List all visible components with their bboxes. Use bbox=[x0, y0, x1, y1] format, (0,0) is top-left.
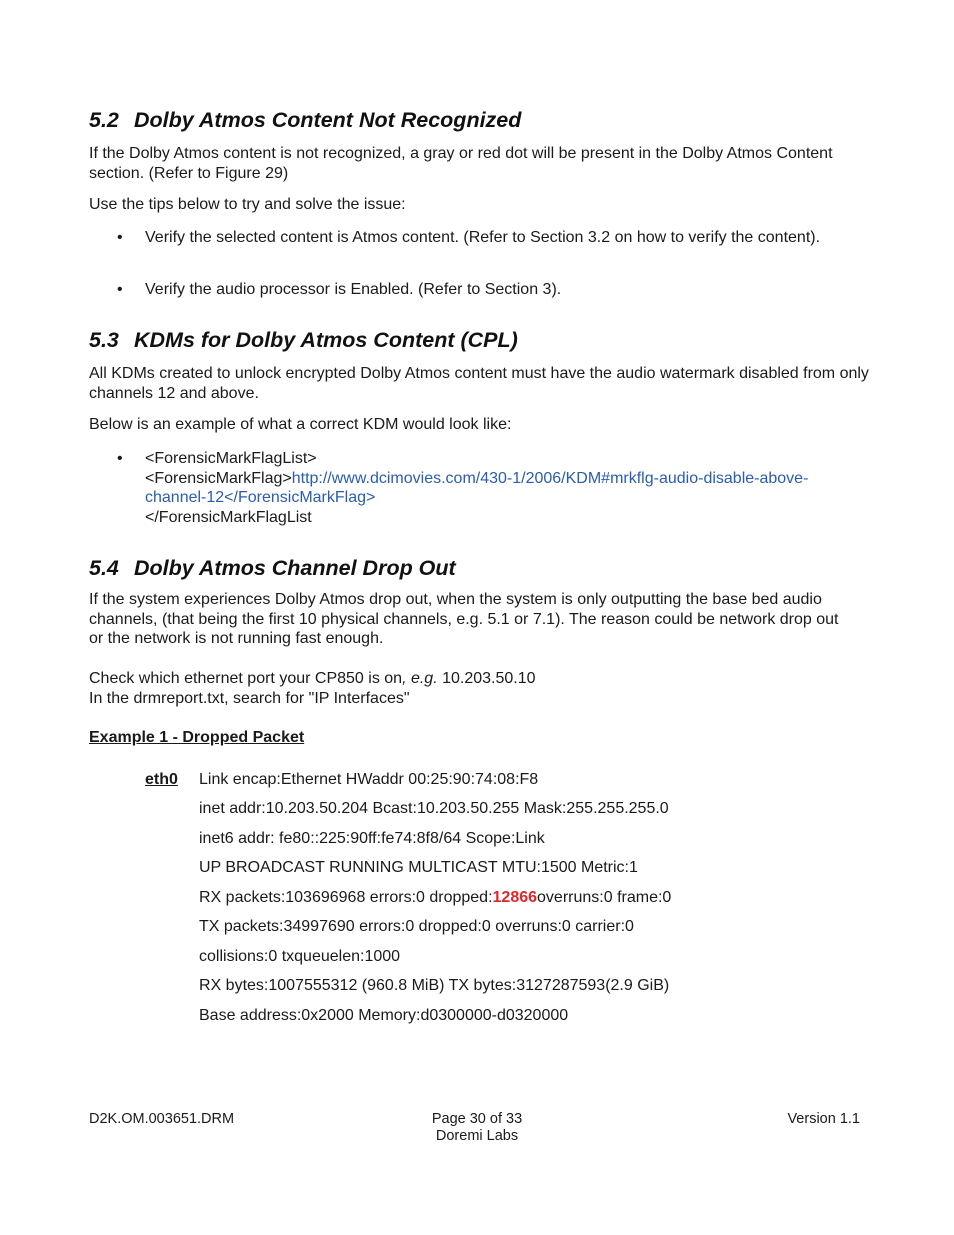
ifconfig-line: collisions:0 txqueuelen:1000 bbox=[199, 948, 401, 965]
paragraph: If the system experiences Dolby Atmos drop out, when the system is only outputting the base bed audio channels, (that being the first 10 physical channels, e.g. 5.1 or 7.1). The reason could be network drop out or the network is not running fast enough. bbox=[89, 591, 839, 647]
heading-number: 5.3 bbox=[89, 328, 119, 352]
heading-title: KDMs for Dolby Atmos Content (CPL) bbox=[134, 328, 518, 352]
heading-title: Dolby Atmos Content Not Recognized bbox=[134, 108, 522, 132]
kdm-example bbox=[145, 449, 860, 527]
ifconfig-line: Link encap:Ethernet HWaddr 00:25:90:74:08:F8 bbox=[199, 771, 539, 788]
example-title bbox=[89, 728, 869, 748]
text: RX packets:103696968 errors:0 dropped: bbox=[199, 889, 493, 906]
footer-version: Version 1.1 bbox=[787, 1111, 860, 1127]
heading-number: 5.2 bbox=[89, 108, 119, 132]
footer-center bbox=[377, 1111, 577, 1145]
code-tag: <ForensicMarkFlag> bbox=[145, 469, 292, 487]
list-item: Verify the audio processor is Enabled. (Refer to Section 3). bbox=[145, 281, 562, 298]
text: Check which ethernet port your CP850 is on bbox=[89, 670, 403, 687]
text: In the drmreport.txt, search for "IP Interfaces" bbox=[89, 689, 410, 707]
text: overruns:0 frame:0 bbox=[537, 889, 672, 906]
paragraph: All KDMs created to unlock encrypted Dolby Atmos content must have the audio watermark disabled from only channels 12 and above. bbox=[89, 365, 869, 402]
heading-5-3 bbox=[89, 327, 518, 353]
interface-name: eth0 bbox=[145, 771, 178, 788]
code-line: </ForensicMarkFlagList bbox=[145, 508, 312, 526]
ifconfig-line: RX bytes:1007555312 (960.8 MiB) TX bytes:3127287593(2.9 GiB) bbox=[199, 977, 670, 994]
heading-5-2 bbox=[89, 107, 521, 133]
footer-page-number: Page 30 of 33 bbox=[431, 1111, 523, 1127]
paragraph: If the Dolby Atmos content is not recognized, a gray or red dot will be present in the Dolby Atmos Content section. (Refer to Figure 29) bbox=[89, 145, 833, 182]
ifconfig-line: Base address:0x2000 Memory:d0300000-d0320000 bbox=[199, 1007, 569, 1024]
bullet-icon: • bbox=[117, 450, 123, 467]
ifconfig-line: UP BROADCAST RUNNING MULTICAST MTU:1500 Metric:1 bbox=[199, 859, 638, 876]
heading-title: Dolby Atmos Channel Drop Out bbox=[134, 556, 456, 580]
bullet-icon: • bbox=[117, 281, 123, 298]
text: 10.203.50.10 bbox=[437, 670, 536, 687]
kdm-url-link[interactable]: http://www.dcimovies.com/430-1/2006/KDM#mrkflg-audio-disable-above-channel-12</ForensicMarkFlag> bbox=[145, 469, 809, 506]
list-item: Verify the selected content is Atmos content. (Refer to Section 3.2 on how to verify the content). bbox=[145, 229, 821, 246]
paragraph: Below is an example of what a correct KDM would look like: bbox=[89, 416, 512, 433]
code-line bbox=[145, 469, 860, 508]
paragraph: Use the tips below to try and solve the issue: bbox=[89, 196, 406, 213]
ifconfig-line: TX packets:34997690 errors:0 dropped:0 overruns:0 carrier:0 bbox=[199, 918, 634, 935]
ifconfig-line: inet6 addr: fe80::225:90ff:fe74:8f8/64 Scope:Link bbox=[199, 830, 545, 847]
bullet-icon: • bbox=[117, 229, 123, 246]
example-title-text: Example 1 - Dropped Packet bbox=[89, 729, 305, 746]
heading-number: 5.4 bbox=[89, 556, 119, 580]
dropped-count-highlight: 12866 bbox=[492, 889, 538, 906]
heading-5-4 bbox=[89, 555, 456, 581]
ifconfig-line bbox=[199, 888, 671, 908]
paragraph bbox=[89, 669, 869, 708]
code-line: <ForensicMarkFlagList> bbox=[145, 450, 317, 467]
footer-doc-id: D2K.OM.003651.DRM bbox=[89, 1111, 235, 1127]
ifconfig-line: inet addr:10.203.50.204 Bcast:10.203.50.255 Mask:255.255.255.0 bbox=[199, 800, 669, 817]
footer-company: Doremi Labs bbox=[435, 1128, 519, 1144]
text-italic: , e.g. bbox=[402, 670, 438, 687]
